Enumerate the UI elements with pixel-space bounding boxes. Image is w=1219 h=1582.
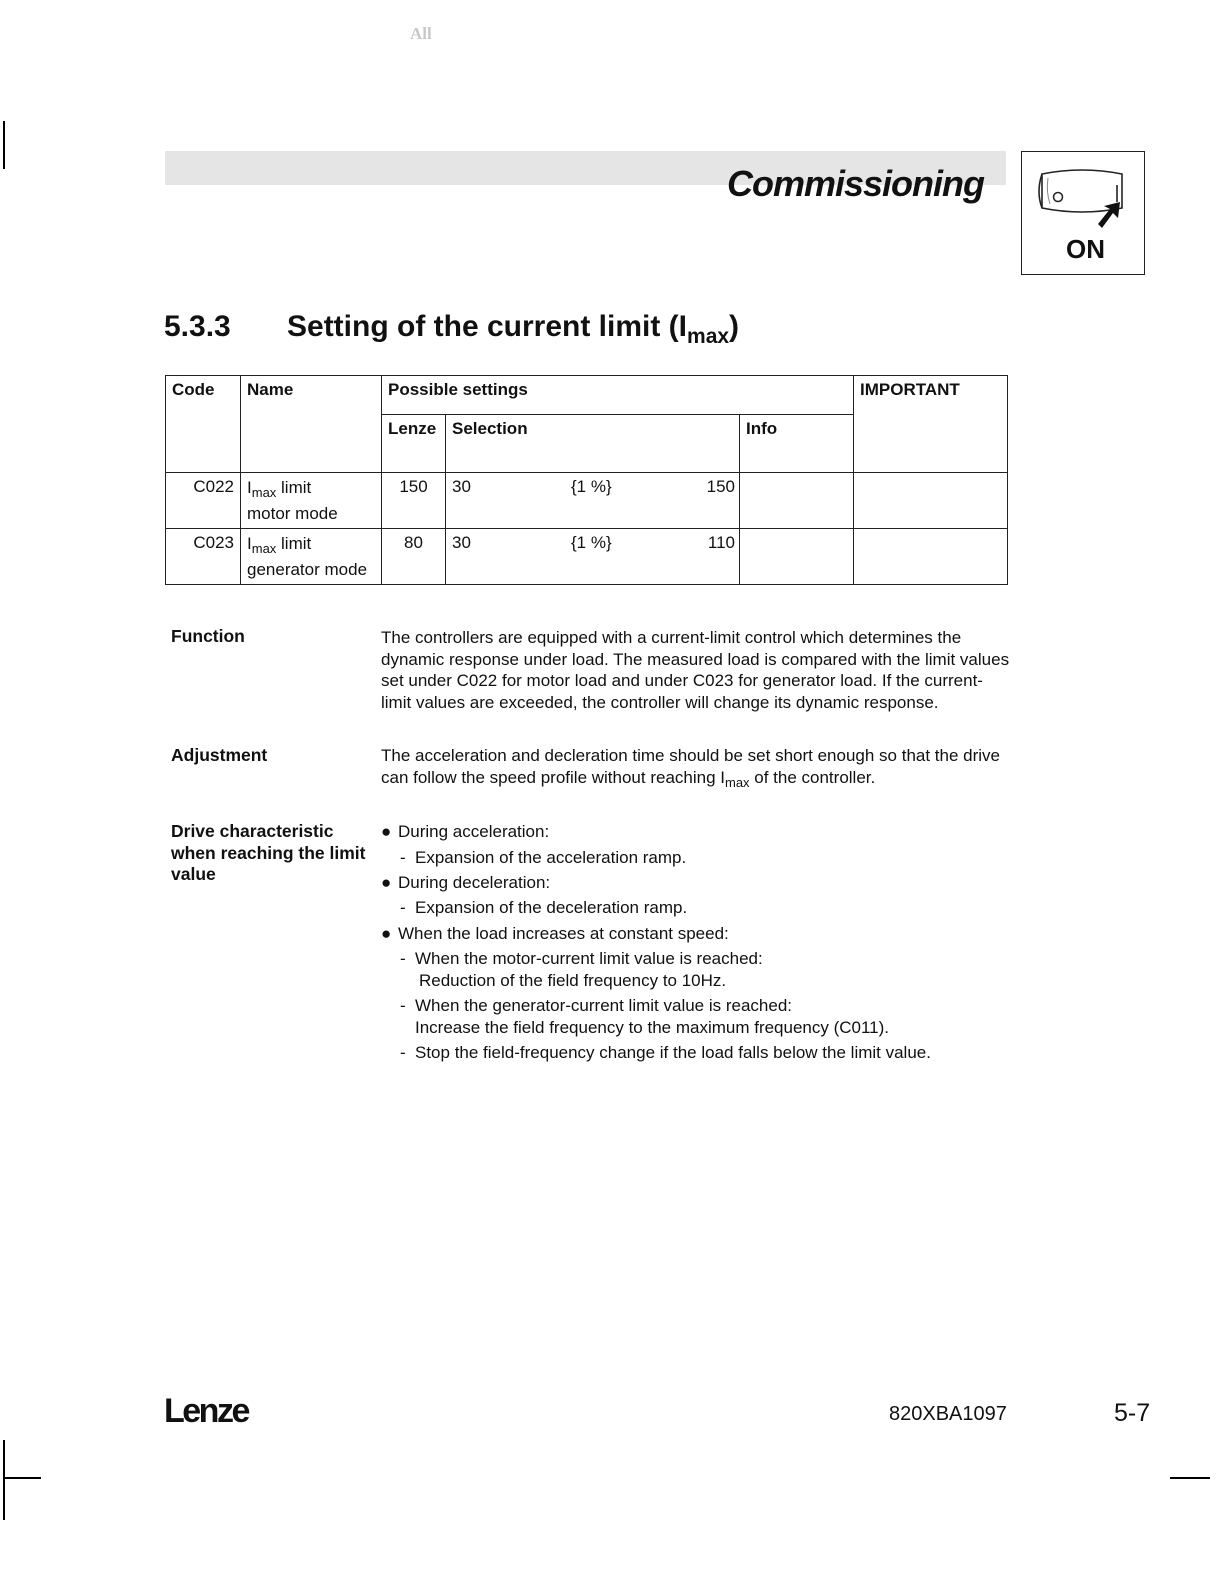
header-possible-settings: Possible settings — [382, 376, 854, 415]
dash: - — [400, 996, 406, 1015]
cell-info — [740, 529, 854, 585]
adjustment-text: The acceleration and decleration time should be set short enough so that the drive can follow the speed profile without reaching $I_{max}$ of the controller. — [381, 746, 1000, 790]
bullet: ● — [381, 873, 392, 892]
crop-mark — [3, 121, 5, 169]
table-row — [166, 529, 1008, 585]
list-item: Stop the field-frequency change if the load falls below the limit value. — [415, 1043, 931, 1062]
subsection-title: Setting of the current limit $(I_{max})$ — [287, 310, 740, 348]
list-item: During deceleration: — [398, 873, 551, 892]
document-code: 820XBA1097 — [889, 1403, 1007, 1425]
list-item: When the generator-current limit value is reached: — [415, 996, 793, 1015]
bullet: ● — [381, 924, 392, 943]
cell-name: $I_{max}$ limit motor mode — [241, 473, 382, 529]
cell-lenze: 80 — [382, 529, 446, 585]
section-heading: Commissioning — [726, 163, 984, 204]
header-selection: Selection — [446, 415, 740, 473]
top-label: All — [410, 24, 432, 43]
cell-important — [854, 529, 1008, 585]
list-item: When the motor-current limit value is reached: — [415, 949, 763, 968]
on-label: ON — [1066, 234, 1105, 264]
function-label: Function — [171, 626, 245, 646]
cell-important — [854, 473, 1008, 529]
list-item: When the load increases at constant speed: — [398, 924, 729, 943]
cell-info — [740, 473, 854, 529]
lenze-logo: Lenze — [164, 1392, 248, 1430]
crop-mark — [1170, 1477, 1210, 1479]
dash: - — [400, 848, 406, 867]
cell-lenze: 150 — [382, 473, 446, 529]
adjustment-label: Adjustment — [171, 745, 268, 765]
list-item: During acceleration: — [398, 822, 550, 841]
table-row — [166, 473, 1008, 529]
cell-code: C023 — [166, 529, 241, 585]
on-switch-icon — [1021, 151, 1145, 275]
header-important: IMPORTANT — [854, 376, 1008, 473]
bullet: ● — [381, 822, 392, 841]
list-item-continuation: Reduction of the field frequency to 10Hz. — [419, 971, 727, 990]
dash: - — [400, 949, 406, 968]
list-item: Expansion of the deceleration ramp. — [415, 898, 688, 917]
drive-characteristic-label: Drive characteristic when reaching the limit value — [171, 821, 366, 884]
list-item: Expansion of the acceleration ramp. — [415, 848, 687, 867]
cell-selection: 30 {1 %} 110 — [446, 529, 740, 585]
code-settings-table — [165, 375, 1008, 585]
header-info: Info — [740, 415, 854, 473]
header-lenze: Lenze — [382, 415, 446, 473]
header-code: Code — [166, 376, 241, 473]
function-text: The controllers are equipped with a current-limit control which determines the dynamic response under load. The measured load is compared with the limit values set under C022 for motor load and under C023 for generator load. If the current-limit values are exceeded, the controller will change its dynamic response. — [381, 628, 1010, 712]
subsection-number: 5.3.3 — [164, 310, 231, 343]
cell-code: C022 — [166, 473, 241, 529]
dash: - — [400, 1043, 406, 1062]
crop-mark — [3, 1477, 41, 1479]
page-number: 5-7 — [1114, 1399, 1151, 1427]
cell-name: $I_{max}$ limit generator mode — [241, 529, 382, 585]
cell-selection: 30 {1 %} 150 — [446, 473, 740, 529]
list-item-continuation: Increase the field frequency to the maximum frequency (C011). — [415, 1018, 890, 1037]
crop-mark — [3, 1440, 5, 1520]
header-name: Name — [241, 376, 382, 473]
dash: - — [400, 898, 406, 917]
